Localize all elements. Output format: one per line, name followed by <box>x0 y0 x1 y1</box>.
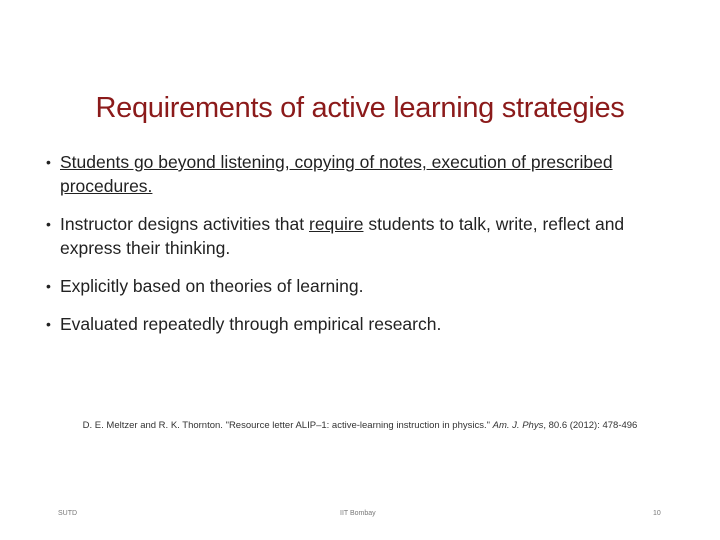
citation-journal: Am. J. Phys <box>492 420 544 431</box>
slide-title: Requirements of active learning strategies <box>95 92 625 124</box>
bullet-item <box>46 212 676 260</box>
bullet-text-underlined: Students go beyond listening, copying of notes, execution of prescribed procedures. <box>60 152 613 196</box>
bullet-list <box>46 150 676 350</box>
footer-left-text: SUTD <box>58 510 78 517</box>
bullet-marker: • <box>46 154 51 170</box>
bullet-text: students to talk, write, reflect and express their thinking. <box>60 214 625 258</box>
bullet-marker: • <box>46 216 51 232</box>
bullet-text: Explicitly based on theories of learning. <box>60 276 364 296</box>
bullet-item <box>46 150 676 198</box>
slide-number: 10 <box>653 510 661 517</box>
bullet-text: Evaluated repeatedly through empirical research. <box>60 314 442 334</box>
citation-details: , 80.6 (2012): 478-496 <box>543 420 638 431</box>
bullet-item <box>46 312 676 336</box>
bullet-text-underlined: require <box>309 214 364 234</box>
bullet-text: Instructor designs activities that <box>60 214 309 234</box>
footer-center-text: IIT Bombay <box>340 510 376 517</box>
citation-authors-title: D. E. Meltzer and R. K. Thornton. "Resource letter ALIP–1: active-learning instruction in physics." <box>82 420 490 431</box>
bullet-marker: • <box>46 316 51 332</box>
bullet-item <box>46 274 676 298</box>
citation <box>40 420 680 431</box>
bullet-marker: • <box>46 278 51 294</box>
